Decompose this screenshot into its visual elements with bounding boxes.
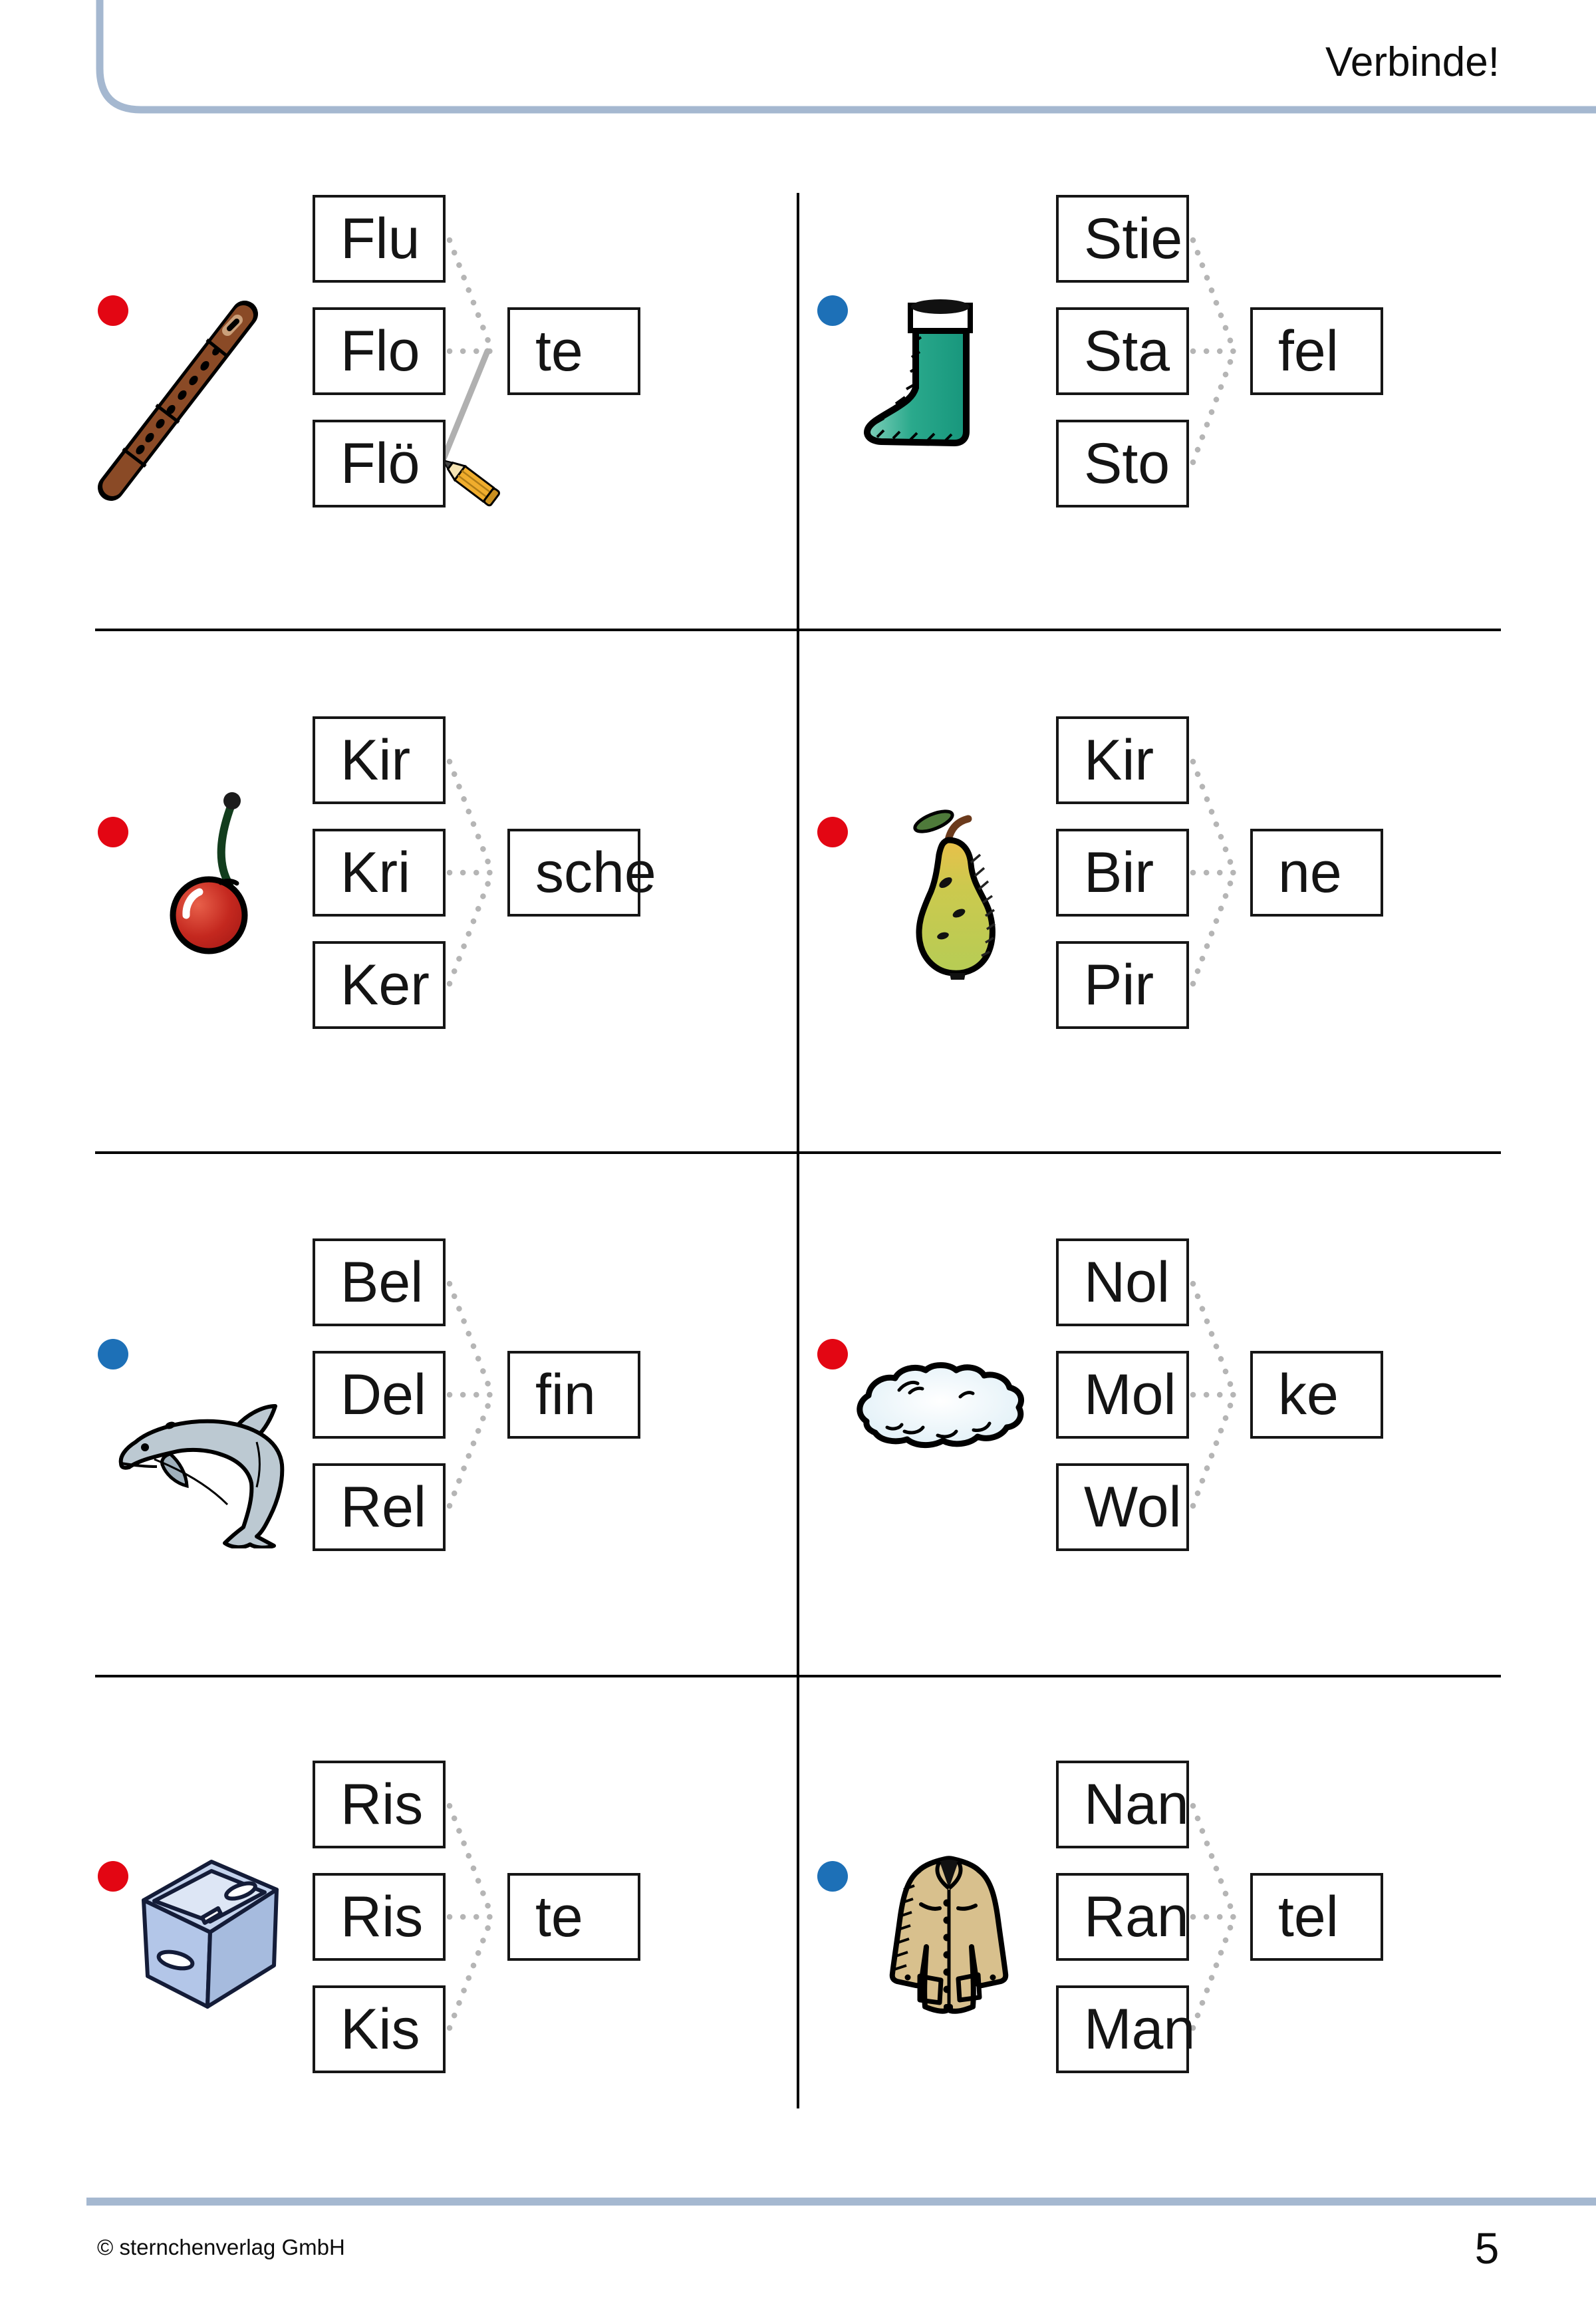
dolphin-image [106,1370,296,1548]
connector-dots-birne [1193,762,1234,984]
boot-image [855,296,991,452]
syllable-box[interactable]: Sta [1056,307,1189,395]
syllable-box[interactable]: Kir [313,716,446,804]
syllable-box[interactable]: Bel [313,1238,446,1326]
syllable-box[interactable]: Kis [313,1985,446,2073]
syllable-box[interactable]: Del [313,1351,446,1439]
target-box[interactable]: tel [1250,1873,1383,1961]
syllable-box[interactable]: Mol [1056,1351,1189,1439]
syllable-box[interactable]: Ker [313,941,446,1029]
coat-image [881,1846,1011,2024]
exercise-dot [817,1861,848,1892]
syllable-box[interactable]: Sto [1056,420,1189,507]
target-box[interactable]: te [507,1873,640,1961]
syllable-box[interactable]: Wol [1056,1463,1189,1551]
exercise-dot [817,295,848,326]
syllable-box[interactable]: Flo [313,307,446,395]
pear-image [896,801,996,981]
target-box[interactable]: fin [507,1351,640,1439]
syllable-box[interactable]: Kri [313,829,446,917]
connector-dots-kiste [450,1806,492,2028]
example-connection-line [443,351,487,460]
connector-dots-wolke [1193,1284,1234,1506]
page-number: 5 [1474,2224,1500,2273]
target-box[interactable]: ke [1250,1351,1383,1439]
copyright-text: © sternchenverlag GmbH [97,2235,345,2259]
syllable-box[interactable]: Man [1056,1985,1189,2073]
cherry-image [166,785,253,959]
connector-dots-delfin [450,1284,492,1506]
exercise-dot [817,817,848,847]
syllable-box[interactable]: Bir [1056,829,1189,917]
syllable-box[interactable]: Ran [1056,1873,1189,1961]
target-box[interactable]: ne [1250,829,1383,917]
syllable-box[interactable]: Ris [313,1873,446,1961]
syllable-box[interactable]: Nan [1056,1761,1189,1848]
syllable-box[interactable]: Kir [1056,716,1189,804]
page-title: Verbinde! [1325,39,1500,85]
syllable-box[interactable]: Rel [313,1463,446,1551]
pencil-icon [438,454,500,507]
syllable-box[interactable]: Pir [1056,941,1189,1029]
exercise-dot [98,1861,128,1892]
syllable-box[interactable]: Nol [1056,1238,1189,1326]
connector-dots-stiefel [1193,240,1234,462]
cloud-image [843,1358,1033,1457]
syllable-box[interactable]: Stie [1056,195,1189,283]
target-box[interactable]: te [507,307,640,395]
exercise-dot [98,817,128,847]
target-box[interactable]: fel [1250,307,1383,395]
connector-dots-mantel [1193,1806,1234,2028]
syllable-box[interactable]: Ris [313,1761,446,1848]
connector-dots-floete [450,240,492,351]
syllable-box[interactable]: Flö [313,420,446,507]
exercise-dot [98,1339,128,1369]
footer-rule [86,2198,1596,2206]
connector-dots-kirsche [450,762,492,984]
target-box[interactable]: sche [507,829,640,917]
crate-image [133,1839,289,2019]
flute-image [90,296,269,505]
syllable-box[interactable]: Flu [313,195,446,283]
